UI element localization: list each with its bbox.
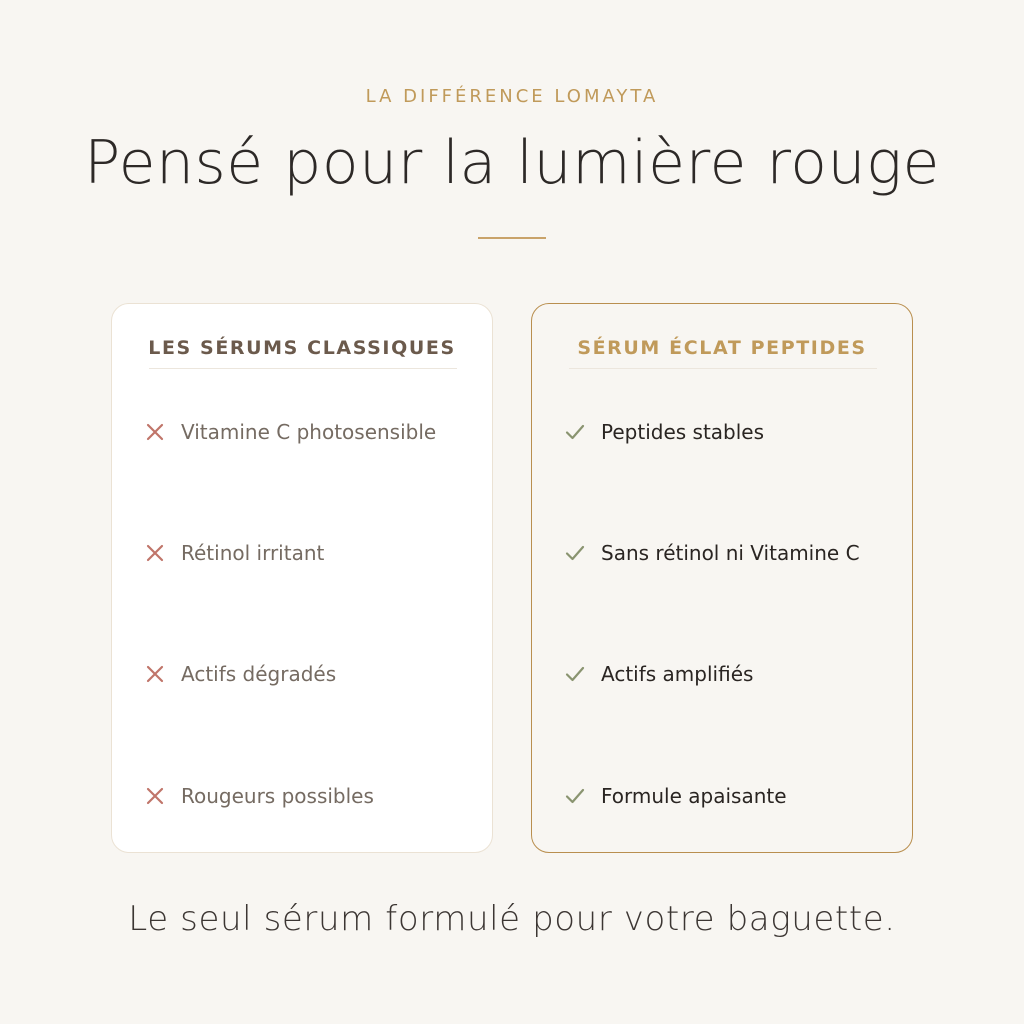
- x-icon: [144, 785, 166, 807]
- list-item-label: Actifs amplifiés: [601, 662, 754, 686]
- footer-tagline: Le seul sérum formulé pour votre baguette.: [128, 899, 896, 939]
- list-item: [144, 659, 336, 689]
- list-item-label: Vitamine C photosensible: [181, 420, 437, 444]
- check-icon: [564, 785, 586, 807]
- eyebrow-label: LA DIFFÉRENCE LOMAYTA: [365, 86, 659, 107]
- x-icon: [144, 421, 166, 443]
- check-icon: [564, 542, 586, 564]
- list-item-label: Peptides stables: [601, 420, 765, 444]
- list-item-label: Sans rétinol ni Vitamine C: [601, 541, 860, 565]
- classic-serums-card-title: LES SÉRUMS CLASSIQUES: [148, 337, 456, 359]
- card-header-rule: [149, 368, 457, 369]
- check-icon: [564, 663, 586, 685]
- list-item-label: Rougeurs possibles: [181, 784, 374, 808]
- eclat-peptides-card: [531, 303, 913, 853]
- card-header-rule: [569, 368, 877, 369]
- list-item: [144, 781, 374, 811]
- list-item: [144, 417, 436, 447]
- list-item: [144, 538, 324, 568]
- x-icon: [144, 542, 166, 564]
- list-item: [564, 781, 787, 811]
- list-item: [564, 417, 764, 447]
- list-item: [564, 659, 753, 689]
- list-item-label: Actifs dégradés: [181, 662, 337, 686]
- classic-serums-card: [111, 303, 493, 853]
- list-item-label: Rétinol irritant: [181, 541, 325, 565]
- title-divider: [478, 237, 546, 239]
- eclat-peptides-card-title: SÉRUM ÉCLAT PEPTIDES: [577, 337, 867, 359]
- list-item: [564, 538, 860, 568]
- page-title: Pensé pour la lumière rouge: [84, 128, 940, 198]
- x-icon: [144, 663, 166, 685]
- list-item-label: Formule apaisante: [601, 784, 787, 808]
- check-icon: [564, 421, 586, 443]
